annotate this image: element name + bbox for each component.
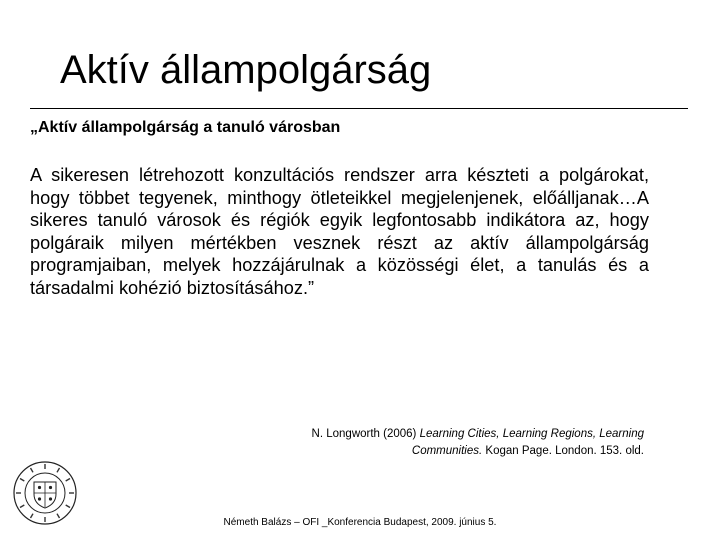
citation-line-2	[250, 443, 644, 460]
citation	[250, 426, 644, 460]
citation-line-1	[250, 426, 644, 443]
footer-credit: Németh Balázs – OFI _Konferencia Budapest, 2009. június 5.	[223, 517, 497, 528]
slide-title: Aktív állampolgárság	[60, 48, 432, 92]
citation-author: N. Longworth (2006)	[311, 428, 420, 440]
citation-publisher: Kogan Page. London. 153. old.	[482, 445, 644, 457]
citation-book-title-cont: Communities.	[411, 445, 483, 457]
quote-heading: „Aktív állampolgárság a tanuló városban	[30, 119, 341, 136]
quote-body: A sikeresen létrehozott konzultációs rendszer arra készteti a polgárokat, hogy többet tegyenek, minthogy ötleteikkel megjelenjenek, előálljanak…A sikeres tanuló városok és régiók egyik legfontosabb indikátora az, hogy polgáraik milyen mértékben vesznek részt az aktív állampolgárság programjaiban, melyek hozzájárulnak a közösségi élet, a tanulás és a társadalmi kohézió biztosításához.”	[30, 165, 649, 298]
title-divider	[30, 108, 688, 109]
citation-book-title: Learning Cities, Learning Regions, Learning	[419, 428, 644, 440]
